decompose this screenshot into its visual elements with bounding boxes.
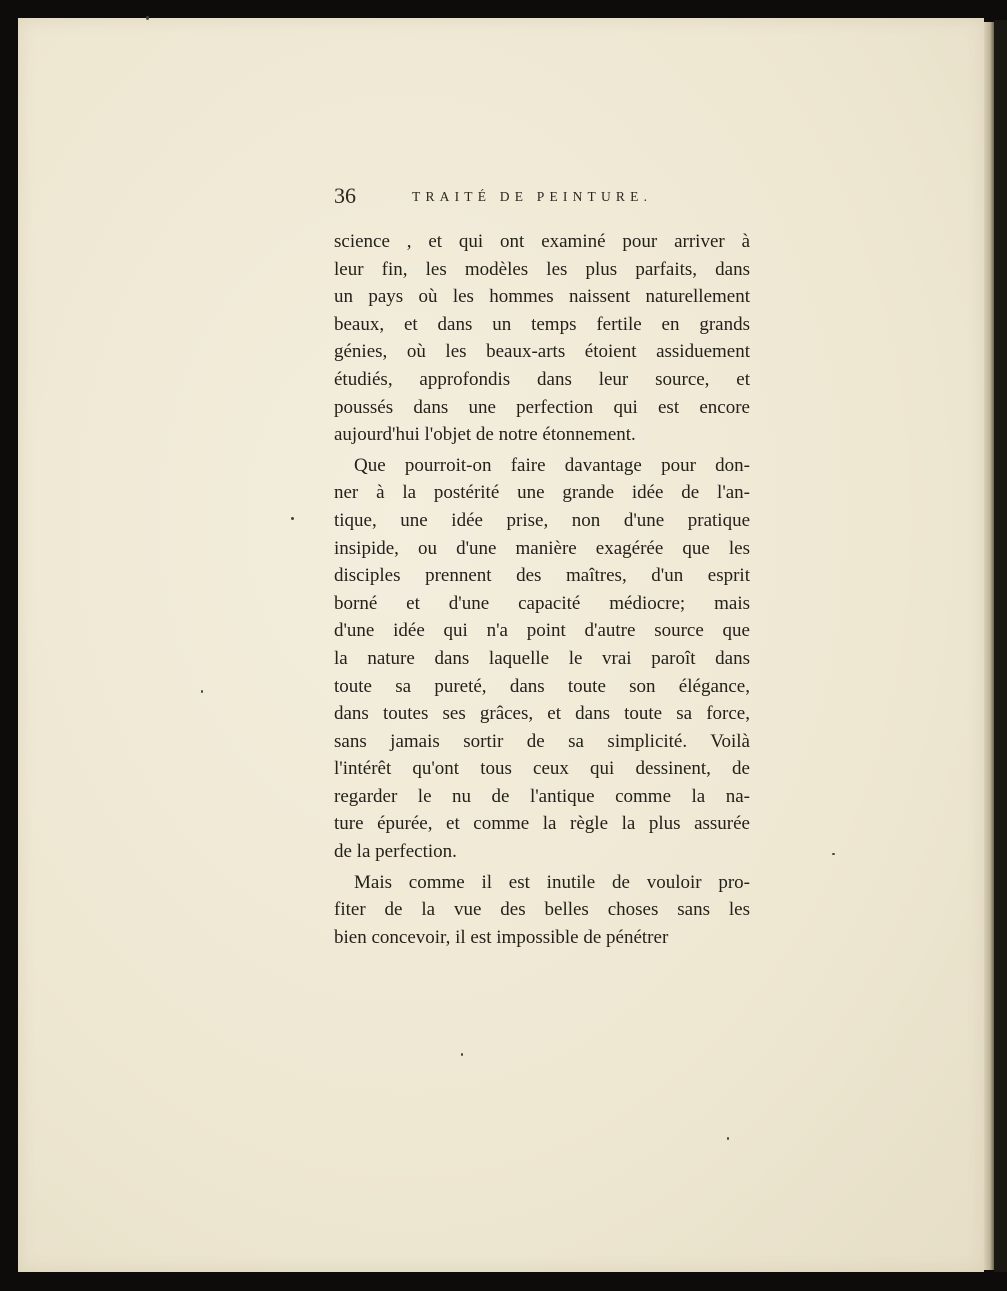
text-line: leur fin, les modèles les plus parfaits, dans — [334, 258, 750, 280]
text-line: tique, une idée prise, non d'une pratique — [334, 509, 750, 531]
text-line: beaux, et dans un temps fertile en grands — [334, 313, 750, 335]
text-line: de la perfection. — [334, 841, 457, 863]
text-line: aujourd'hui l'objet de notre étonnement. — [334, 424, 636, 446]
ink-speck — [727, 1137, 729, 1140]
paragraph — [334, 869, 750, 952]
ink-speck — [201, 690, 203, 693]
text-line: insipide, ou d'une manière exagérée que les — [334, 537, 750, 559]
text-line: l'intérêt qu'ont tous ceux qui dessinent, de — [334, 758, 750, 780]
paragraph — [334, 452, 750, 866]
text-line: fiter de la vue des belles choses sans les — [334, 899, 750, 921]
ink-speck — [291, 517, 294, 520]
binding-spine — [994, 20, 1007, 1272]
text-line: science , et qui ont examiné pour arriver à — [334, 231, 750, 252]
text-line: génies, où les beaux-arts étoient assiduement — [334, 341, 750, 363]
running-head — [334, 183, 750, 213]
text-line: poussés dans une perfection qui est encore — [334, 396, 750, 418]
text-line: Mais comme il est inutile de vouloir pro- — [354, 871, 750, 893]
text-line: regarder le nu de l'antique comme la na- — [334, 785, 750, 807]
text-line: Que pourroit-on faire davantage pour don- — [354, 454, 750, 476]
text-line: bien concevoir, il est impossible de pénétrer — [334, 926, 669, 948]
text-line: disciples prennent des maîtres, d'un esprit — [334, 565, 750, 587]
ink-speck — [832, 853, 835, 855]
running-title: TRAITÉ DE PEINTURE. — [412, 189, 653, 204]
text-line: ner à la postérité une grande idée de l'an- — [334, 482, 750, 504]
text-line: borné et d'une capacité médiocre; mais — [334, 592, 750, 614]
text-line: la nature dans laquelle le vrai paroît dans — [334, 647, 750, 669]
next-page-edge — [984, 22, 994, 1270]
text-line: dans toutes ses grâces, et dans toute sa force, — [334, 703, 750, 725]
ink-speck — [146, 16, 149, 20]
page-number: 36 — [334, 183, 356, 208]
ink-speck — [461, 1053, 463, 1056]
body-text — [334, 228, 750, 951]
text-line: un pays où les hommes naissent naturellement — [334, 286, 750, 308]
text-line: étudiés, approfondis dans leur source, et — [334, 368, 750, 390]
text-line: toute sa pureté, dans toute son élégance, — [334, 675, 750, 697]
text-line: ture épurée, et comme la règle la plus assurée — [334, 813, 750, 835]
text-line: d'une idée qui n'a point d'autre source que — [334, 620, 750, 642]
text-line: sans jamais sortir de sa simplicité. Voilà — [334, 730, 750, 752]
paragraph — [334, 228, 750, 449]
